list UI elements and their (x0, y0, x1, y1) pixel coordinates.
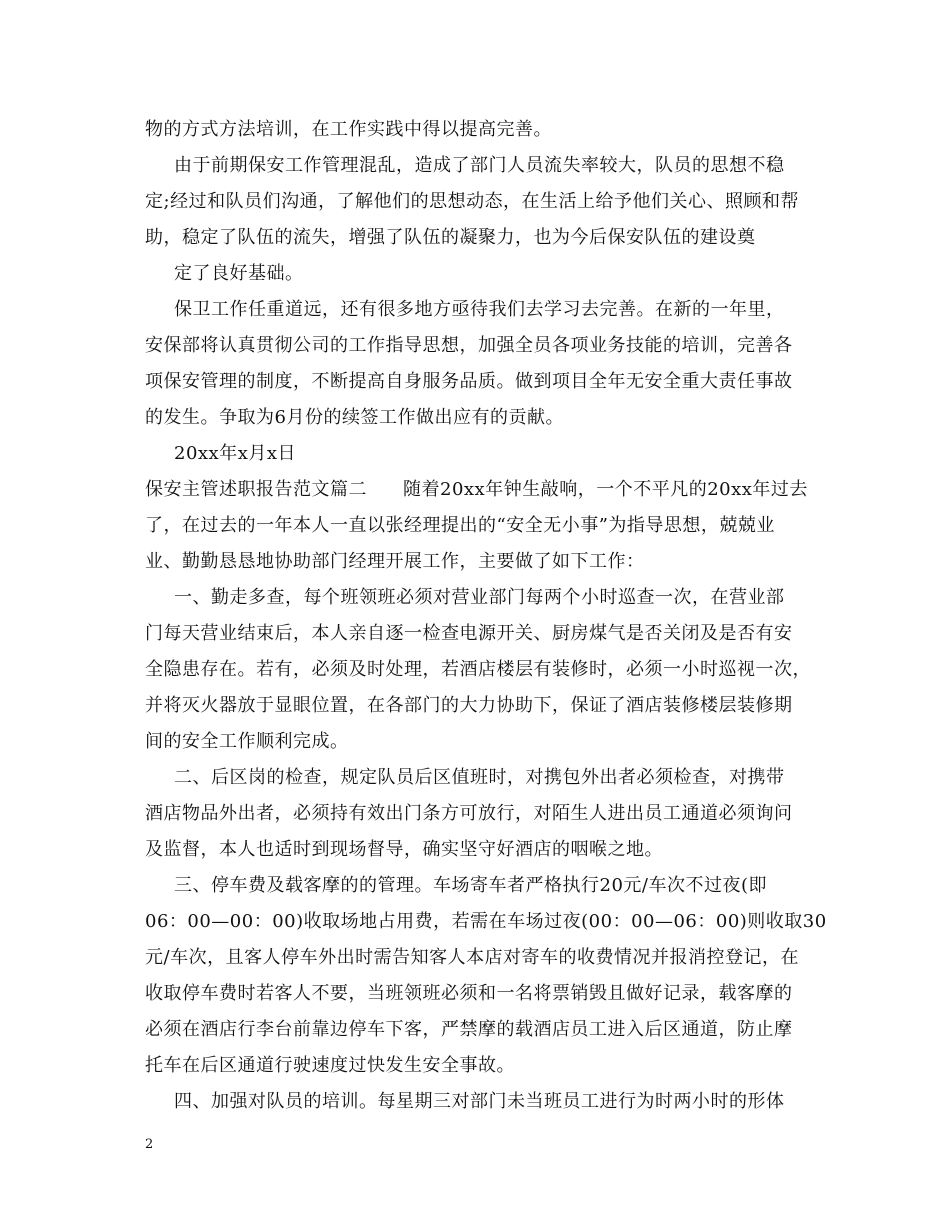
page-number: 2 (145, 1137, 154, 1152)
text-line: 门每天营业结束后，本人亲自逐一检查电源开关、厨房煤气是否关闭及是否有安 (145, 623, 793, 644)
document-body (145, 112, 827, 1120)
text-line: 元/车次，且客人停车外出时需告知客人本店对寄车的收费情况并报消控登记，在 (145, 947, 800, 968)
text-line: 保卫工作任重道远，还有很多地方亟待我们去学习去完善。在新的一年里， (174, 299, 785, 320)
text-line: 了，在过去的一年本人一直以张经理提出的“安全无小事”为指导思想，兢兢业 (145, 515, 775, 536)
text-line: 托车在后区通道行驶速度过快发生安全事故。 (145, 1055, 515, 1076)
text-line: 业、勤勤恳恳地协助部门经理开展工作，主要做了如下工作： (145, 551, 645, 572)
text-line: 定;经过和队员们沟通，了解他们的思想动态，在生活上给予他们关心、照顾和帮 (145, 191, 800, 212)
text-line: 及监督，本人也适时到现场督导，确实坚守好酒店的咽喉之地。 (145, 839, 663, 860)
section-title: 保安主管述职报告范文篇二 (145, 479, 367, 500)
text-line: 由于前期保安工作管理混乱，造成了部门人员流失率较大，队员的思想不稳 (174, 155, 785, 176)
date-line: 20xx年x月x日 (174, 443, 297, 464)
text-line: 必须在酒店行李台前靠边停车下客，严禁摩的载酒店员工进入后区通道，防止摩 (145, 1019, 793, 1040)
text-line: 酒店物品外出者，必须持有效出门条方可放行，对陌生人进出员工通道必须询问 (145, 803, 793, 824)
text-line: 项保安管理的制度，不断提高自身服务品质。做到项目全年无安全重大责任事故 (145, 371, 793, 392)
text-line: 四、加强对队员的培训。每星期三对部门未当班员工进行为时两小时的形体 (174, 1091, 785, 1112)
section-first-line: 随着20xx年钟生敲响，一个不平凡的20xx年过去 (403, 479, 808, 500)
text-line: 06：00—00：00)收取场地占用费，若需在车场过夜(00：00—06：00)则收取30 (145, 911, 827, 932)
text-line: 收取停车费时若客人不要，当班领班必须和一名将票销毁且做好记录，载客摩的 (145, 983, 793, 1004)
text-line: 定了良好基础。 (174, 263, 304, 284)
text-line: 间的安全工作顺利完成。 (145, 731, 349, 752)
text-line: 全隐患存在。若有，必须及时处理，若酒店楼层有装修时，必须一小时巡视一次， (145, 659, 811, 680)
text-line: 物的方式方法培训，在工作实践中得以提高完善。 (145, 119, 552, 140)
text-line: 并将灭火器放于显眼位置，在各部门的大力协助下，保证了酒店装修楼层装修期 (145, 695, 793, 716)
text-line: 三、停车费及载客摩的的管理。车场寄车者严格执行20元/车次不过夜(即 (174, 875, 767, 896)
text-line: 的发生。争取为6月份的续签工作做出应有的贡献。 (145, 407, 564, 428)
text-line: 二、后区岗的检查，规定队员后区值班时，对携包外出者必须检查，对携带 (174, 767, 785, 788)
section-heading-line (145, 472, 807, 508)
text-line: 安保部将认真贯彻公司的工作指导思想，加强全员各项业务技能的培训，完善各 (145, 335, 793, 356)
text-line: 助，稳定了队伍的流失，增强了队伍的凝聚力，也为今后保安队伍的建设奠 (145, 227, 756, 248)
text-line: 一、勤走多查，每个班领班必须对营业部门每两个小时巡查一次，在营业部 (174, 587, 785, 608)
